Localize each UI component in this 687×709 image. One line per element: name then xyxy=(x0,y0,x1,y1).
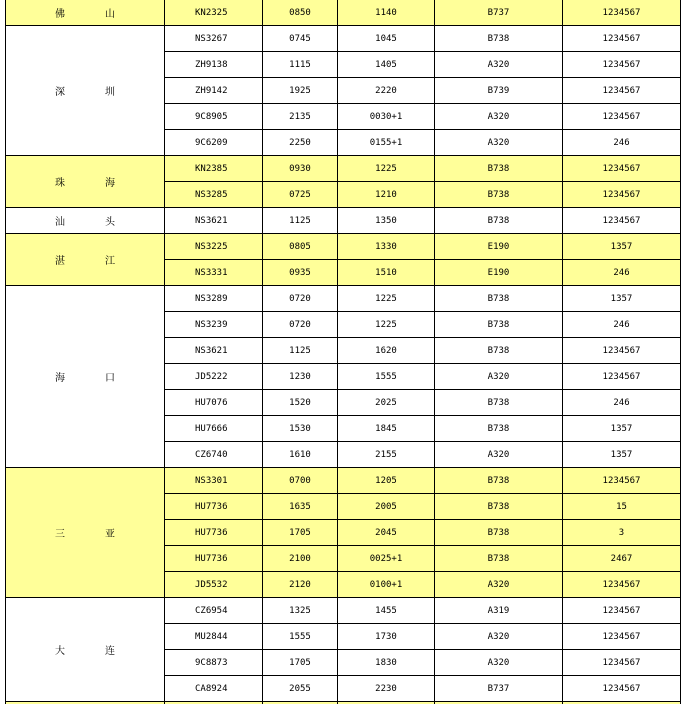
aircraft-type-cell: B738 xyxy=(435,546,563,572)
aircraft-type-cell: B738 xyxy=(435,312,563,338)
arrival-time-cell: 1225 xyxy=(338,286,435,312)
aircraft-type-cell: B738 xyxy=(435,156,563,182)
city-name: 海 口 xyxy=(55,373,115,384)
operating-days-cell: 1234567 xyxy=(563,338,681,364)
operating-days-cell: 1234567 xyxy=(563,364,681,390)
operating-days-cell: 1357 xyxy=(563,234,681,260)
departure-time-cell: 2120 xyxy=(263,572,338,598)
arrival-time-cell: 2005 xyxy=(338,494,435,520)
operating-days-cell: 1234567 xyxy=(563,26,681,52)
table-row xyxy=(6,0,681,26)
city-cell xyxy=(6,468,165,598)
aircraft-type-cell: B738 xyxy=(435,286,563,312)
departure-time-cell: 1125 xyxy=(263,208,338,234)
flight-schedule-table xyxy=(5,0,681,704)
city-name: 湛 江 xyxy=(55,256,115,267)
departure-time-cell: 0725 xyxy=(263,182,338,208)
departure-time-cell: 0930 xyxy=(263,156,338,182)
arrival-time-cell: 2045 xyxy=(338,520,435,546)
departure-time-cell: 0720 xyxy=(263,312,338,338)
arrival-time-cell: 0100+1 xyxy=(338,572,435,598)
city-name: 珠 海 xyxy=(55,178,115,189)
operating-days-cell: 246 xyxy=(563,260,681,286)
city-name: 汕 头 xyxy=(55,217,115,228)
operating-days-cell: 1234567 xyxy=(563,208,681,234)
flight-number-cell: ZH9138 xyxy=(165,52,263,78)
departure-time-cell: 1705 xyxy=(263,520,338,546)
next-row-stub xyxy=(6,702,681,705)
city-cell xyxy=(6,234,165,286)
aircraft-type-cell: A320 xyxy=(435,52,563,78)
table-row xyxy=(6,234,681,260)
flight-number-cell: NS3331 xyxy=(165,260,263,286)
arrival-time-cell: 2230 xyxy=(338,676,435,702)
flight-number-cell: JD5532 xyxy=(165,572,263,598)
flight-number-cell: NS3225 xyxy=(165,234,263,260)
operating-days-cell: 1234567 xyxy=(563,572,681,598)
stub-cell xyxy=(165,702,263,705)
aircraft-type-cell: E190 xyxy=(435,260,563,286)
departure-time-cell: 1635 xyxy=(263,494,338,520)
flight-number-cell: NS3621 xyxy=(165,208,263,234)
aircraft-type-cell: B737 xyxy=(435,0,563,26)
departure-time-cell: 0700 xyxy=(263,468,338,494)
arrival-time-cell: 0030+1 xyxy=(338,104,435,130)
operating-days-cell: 1234567 xyxy=(563,650,681,676)
flight-number-cell: HU7736 xyxy=(165,546,263,572)
aircraft-type-cell: A319 xyxy=(435,598,563,624)
aircraft-type-cell: A320 xyxy=(435,650,563,676)
flight-number-cell: NS3239 xyxy=(165,312,263,338)
flight-number-cell: 9C6209 xyxy=(165,130,263,156)
flight-number-cell: HU7076 xyxy=(165,390,263,416)
departure-time-cell: 1530 xyxy=(263,416,338,442)
city-name: 三 亚 xyxy=(55,529,115,540)
flight-schedule-body xyxy=(6,0,681,704)
departure-time-cell: 2250 xyxy=(263,130,338,156)
flight-number-cell: 9C8873 xyxy=(165,650,263,676)
departure-time-cell: 0720 xyxy=(263,286,338,312)
operating-days-cell: 1357 xyxy=(563,286,681,312)
flight-number-cell: HU7666 xyxy=(165,416,263,442)
operating-days-cell: 1234567 xyxy=(563,156,681,182)
stub-cell xyxy=(563,702,681,705)
departure-time-cell: 1325 xyxy=(263,598,338,624)
departure-time-cell: 1925 xyxy=(263,78,338,104)
operating-days-cell: 246 xyxy=(563,312,681,338)
aircraft-type-cell: A320 xyxy=(435,130,563,156)
table-row xyxy=(6,286,681,312)
aircraft-type-cell: B738 xyxy=(435,208,563,234)
operating-days-cell: 1234567 xyxy=(563,624,681,650)
departure-time-cell: 0745 xyxy=(263,26,338,52)
flight-number-cell: KN2385 xyxy=(165,156,263,182)
flight-number-cell: ZH9142 xyxy=(165,78,263,104)
stub-cell xyxy=(6,702,165,705)
aircraft-type-cell: B738 xyxy=(435,494,563,520)
departure-time-cell: 2135 xyxy=(263,104,338,130)
departure-time-cell: 1705 xyxy=(263,650,338,676)
flight-number-cell: CA8924 xyxy=(165,676,263,702)
flight-number-cell: NS3301 xyxy=(165,468,263,494)
operating-days-cell: 1234567 xyxy=(563,676,681,702)
flight-number-cell: KN2325 xyxy=(165,0,263,26)
table-row xyxy=(6,26,681,52)
operating-days-cell: 1234567 xyxy=(563,598,681,624)
flight-number-cell: HU7736 xyxy=(165,494,263,520)
aircraft-type-cell: B738 xyxy=(435,338,563,364)
aircraft-type-cell: B738 xyxy=(435,182,563,208)
arrival-time-cell: 2155 xyxy=(338,442,435,468)
departure-time-cell: 1115 xyxy=(263,52,338,78)
arrival-time-cell: 1510 xyxy=(338,260,435,286)
city-name: 深 圳 xyxy=(55,87,115,98)
aircraft-type-cell: B738 xyxy=(435,390,563,416)
city-name: 佛 山 xyxy=(55,9,115,20)
flight-number-cell: CZ6740 xyxy=(165,442,263,468)
flight-number-cell: CZ6954 xyxy=(165,598,263,624)
arrival-time-cell: 1140 xyxy=(338,0,435,26)
flight-number-cell: 9C8905 xyxy=(165,104,263,130)
flight-number-cell: NS3621 xyxy=(165,338,263,364)
arrival-time-cell: 1225 xyxy=(338,156,435,182)
operating-days-cell: 15 xyxy=(563,494,681,520)
departure-time-cell: 0805 xyxy=(263,234,338,260)
table-row xyxy=(6,468,681,494)
city-cell xyxy=(6,26,165,156)
operating-days-cell: 1357 xyxy=(563,416,681,442)
operating-days-cell: 1357 xyxy=(563,442,681,468)
flight-number-cell: HU7736 xyxy=(165,520,263,546)
table-row xyxy=(6,208,681,234)
aircraft-type-cell: A320 xyxy=(435,624,563,650)
arrival-time-cell: 1455 xyxy=(338,598,435,624)
operating-days-cell: 246 xyxy=(563,130,681,156)
city-cell xyxy=(6,0,165,26)
departure-time-cell: 0850 xyxy=(263,0,338,26)
departure-time-cell: 2100 xyxy=(263,546,338,572)
arrival-time-cell: 0155+1 xyxy=(338,130,435,156)
arrival-time-cell: 1225 xyxy=(338,312,435,338)
operating-days-cell: 1234567 xyxy=(563,78,681,104)
arrival-time-cell: 1830 xyxy=(338,650,435,676)
city-cell xyxy=(6,598,165,702)
operating-days-cell: 2467 xyxy=(563,546,681,572)
city-name: 大 连 xyxy=(55,646,115,657)
operating-days-cell: 246 xyxy=(563,390,681,416)
aircraft-type-cell: B738 xyxy=(435,520,563,546)
operating-days-cell: 1234567 xyxy=(563,104,681,130)
aircraft-type-cell: B737 xyxy=(435,676,563,702)
aircraft-type-cell: B738 xyxy=(435,416,563,442)
departure-time-cell: 1520 xyxy=(263,390,338,416)
departure-time-cell: 1555 xyxy=(263,624,338,650)
aircraft-type-cell: A320 xyxy=(435,572,563,598)
arrival-time-cell: 1620 xyxy=(338,338,435,364)
departure-time-cell: 0935 xyxy=(263,260,338,286)
departure-time-cell: 1230 xyxy=(263,364,338,390)
operating-days-cell: 3 xyxy=(563,520,681,546)
stub-cell xyxy=(263,702,338,705)
flight-number-cell: NS3285 xyxy=(165,182,263,208)
operating-days-cell: 1234567 xyxy=(563,0,681,26)
aircraft-type-cell: B738 xyxy=(435,26,563,52)
arrival-time-cell: 1210 xyxy=(338,182,435,208)
aircraft-type-cell: B738 xyxy=(435,468,563,494)
departure-time-cell: 2055 xyxy=(263,676,338,702)
departure-time-cell: 1610 xyxy=(263,442,338,468)
aircraft-type-cell: A320 xyxy=(435,364,563,390)
operating-days-cell: 1234567 xyxy=(563,52,681,78)
arrival-time-cell: 1730 xyxy=(338,624,435,650)
arrival-time-cell: 0025+1 xyxy=(338,546,435,572)
table-row xyxy=(6,156,681,182)
stub-cell xyxy=(435,702,563,705)
arrival-time-cell: 1555 xyxy=(338,364,435,390)
arrival-time-cell: 1350 xyxy=(338,208,435,234)
arrival-time-cell: 2025 xyxy=(338,390,435,416)
arrival-time-cell: 1845 xyxy=(338,416,435,442)
departure-time-cell: 1125 xyxy=(263,338,338,364)
flight-number-cell: NS3289 xyxy=(165,286,263,312)
aircraft-type-cell: A320 xyxy=(435,104,563,130)
arrival-time-cell: 1405 xyxy=(338,52,435,78)
arrival-time-cell: 1045 xyxy=(338,26,435,52)
arrival-time-cell: 1205 xyxy=(338,468,435,494)
aircraft-type-cell: E190 xyxy=(435,234,563,260)
operating-days-cell: 1234567 xyxy=(563,468,681,494)
stub-cell xyxy=(338,702,435,705)
city-cell xyxy=(6,156,165,208)
arrival-time-cell: 2220 xyxy=(338,78,435,104)
aircraft-type-cell: A320 xyxy=(435,442,563,468)
arrival-time-cell: 1330 xyxy=(338,234,435,260)
flight-number-cell: JD5222 xyxy=(165,364,263,390)
table-row xyxy=(6,598,681,624)
flight-number-cell: NS3267 xyxy=(165,26,263,52)
operating-days-cell: 1234567 xyxy=(563,182,681,208)
city-cell xyxy=(6,208,165,234)
aircraft-type-cell: B739 xyxy=(435,78,563,104)
flight-number-cell: MU2844 xyxy=(165,624,263,650)
city-cell xyxy=(6,286,165,468)
